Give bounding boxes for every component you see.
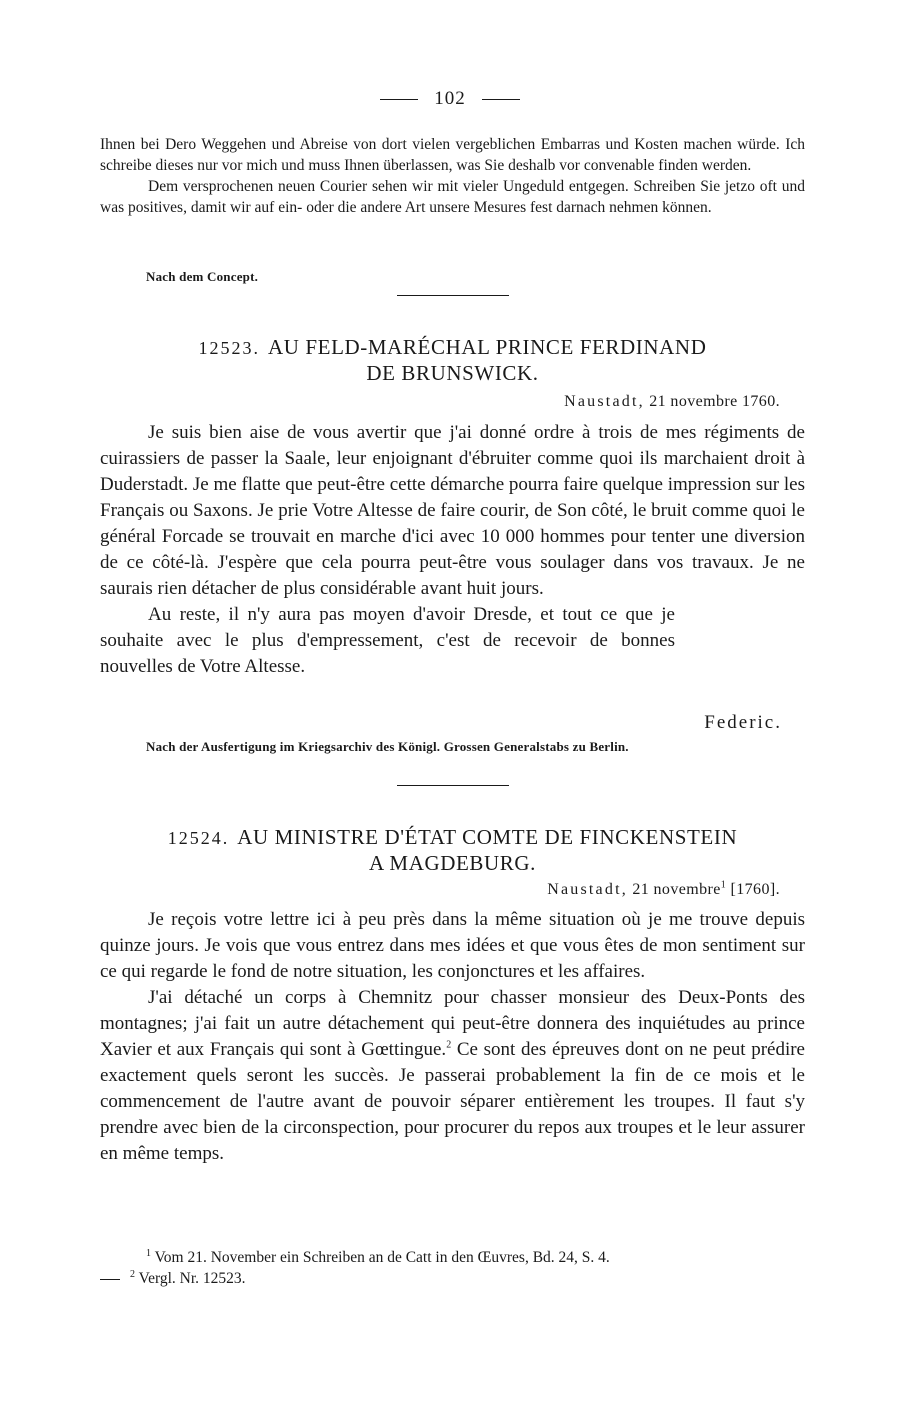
letter-date-year: [1760]. [730, 881, 780, 898]
letter-date: 21 novembre [632, 881, 721, 898]
page-number-value: 102 [434, 88, 466, 109]
continuation-paragraph: Dem versprochenen neuen Courier sehen wir mit vieler Ungeduld entgegen. Schreiben Sie jetzo oft und was positives, damit wir auf ein- oder die andere Art unsere Mesures fest darnach nehmen können. [100, 178, 805, 216]
letter-date: 21 novembre 1760. [649, 393, 780, 410]
footnote-mark: 2 [130, 1268, 135, 1280]
footnote-text: Vergl. Nr. 12523. [138, 1270, 246, 1287]
letter-heading-line2: A MAGDEBURG. [368, 851, 537, 875]
letter-heading [100, 825, 805, 876]
letter-paragraph: Au reste, il n'y aura pas moyen d'avoir Dresde, et tout ce que je souhaite avec le plus d'empressement, c'est de recevoir de bonnes nouvelles de Votre Altesse. [100, 604, 675, 677]
page-number [0, 88, 900, 110]
footnote-dash [100, 1279, 120, 1280]
letter-dateline [547, 881, 780, 899]
letter-heading [100, 335, 805, 386]
letter-paragraph [100, 985, 805, 1167]
letter-place: Naustadt, [564, 393, 645, 410]
letter-place: Naustadt, [547, 881, 628, 898]
letter-number: 12523. [198, 338, 261, 358]
letter-dateline [564, 393, 780, 411]
footnote-text: Vom 21. November ein Schreiben an de Catt in den Œuvres, Bd. 24, S. 4. [154, 1249, 610, 1266]
letter-paragraph-part: J'ai détaché un corps à Chemnitz pour chasser monsieur des Deux-Ponts des montagnes; j'ai fait un autre détachement qui peut-être donnera des inquiétudes au prince Xavier et aux Français qui sont à Gœttingue. [100, 987, 805, 1060]
footnote [100, 1268, 820, 1289]
letter-body [100, 420, 805, 680]
section-divider [397, 295, 509, 296]
footnote-mark: 1 [146, 1247, 151, 1259]
letter-heading-line1 [100, 335, 805, 361]
letter-paragraph: Je reçois votre lettre ici à peu près dans la même situation où je me trouve depuis quinze jours. Je vois que vous entrez dans mes idées et que vous êtes de mon sentiment sur ce qui regarde le fond de notre situation, les conjonctures et les affaires. [100, 909, 805, 982]
letter-title: AU FELD-MARÉCHAL PRINCE FERDINAND [268, 335, 707, 359]
letter-paragraph-part: Ce sont des épreuves dont on ne peut prédire exactement quels seront les succès. Je passerai probablement la fin de ce mois et le commencement de l'autre avant de pouvoir séparer entièrement les troupes. Il faut s'y prendre avec bien de la circonspection, pour procurer du repos aux troupes et le leur assurer en même temps. [100, 1039, 805, 1164]
footnote [100, 1247, 820, 1268]
footnote-ref: 2 [446, 1039, 452, 1051]
letter-heading-line1 [100, 825, 805, 851]
letter-heading-line2: DE BRUNSWICK. [366, 361, 539, 385]
footnote-ref: 1 [720, 879, 727, 891]
page-number-dash-left [380, 99, 418, 100]
source-note: Nach dem Concept. [146, 269, 259, 284]
letter-body [100, 907, 805, 1167]
page-number-dash-right [482, 99, 520, 100]
section-divider [397, 785, 509, 786]
letter-number: 12524. [167, 828, 230, 848]
letter-title: AU MINISTRE D'ÉTAT COMTE DE FINCKENSTEIN [237, 825, 738, 849]
source-note: Nach der Ausfertigung im Kriegsarchiv des Königl. Grossen Generalstabs zu Berlin. [146, 739, 629, 754]
footnotes [100, 1247, 820, 1289]
continuation-text [100, 134, 805, 218]
continuation-paragraph: Ihnen bei Dero Weggehen und Abreise von dort vielen vergeblichen Embarras und Kosten machen würde. Ich schreibe dieses nur vor mich und muss Ihnen überlassen, was Sie deshalb vor convenable finden werden. [100, 136, 805, 174]
letter-paragraph: Je suis bien aise de vous avertir que j'ai donné ordre à trois de mes régiments de cuirassiers de passer la Saale, leur enjoignant d'ébruiter comme quoi ils marchaient droit à Duderstadt. Je me flatte que peut-être cette démarche pourra faire quelque impression sur les Français ou Saxons. Je prie Votre Altesse de faire courir, de Son côté, le bruit comme quoi le général Forcade se trouvait en marche d'ici avec 10 000 hommes pour tenter une diversion de ce côté-là. J'espère que cela pourra peut-être vous soulager dans vos travaux. Je ne saurais rien détacher de plus considérable avant huit jours. [100, 422, 805, 599]
letter-signature: Federic. [704, 712, 782, 733]
